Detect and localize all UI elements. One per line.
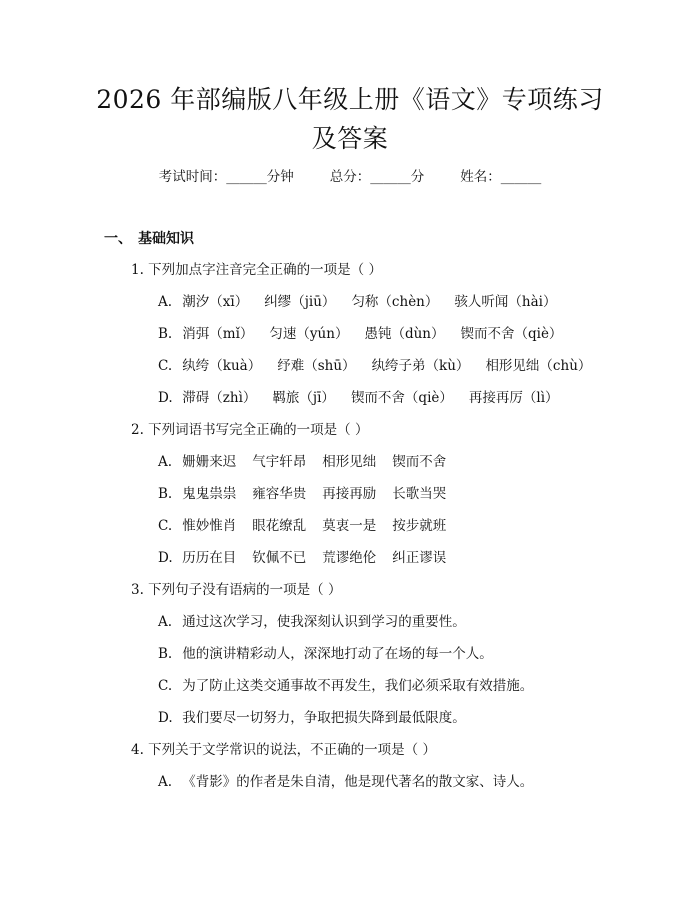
option-item: 莫衷一是 bbox=[322, 518, 377, 534]
option-letter: D. bbox=[158, 710, 173, 726]
option-letter: D. bbox=[158, 390, 173, 406]
option-item: 纨绔（kuà） bbox=[182, 358, 262, 374]
option-item: 气宇轩昂 bbox=[252, 454, 307, 470]
option-letter: B. bbox=[158, 646, 173, 662]
option-item: 相形见绌（chù） bbox=[485, 358, 592, 374]
option-item: 愚钝（dùn） bbox=[364, 326, 445, 342]
option-item: 纨绔子弟（kù） bbox=[371, 358, 470, 374]
answer-option bbox=[158, 356, 591, 376]
answer-option bbox=[158, 452, 446, 472]
answer-option bbox=[158, 772, 533, 792]
option-letter: A. bbox=[158, 774, 173, 790]
option-letter: A. bbox=[158, 454, 173, 470]
option-item: 纾难（shū） bbox=[277, 358, 356, 374]
option-item: 锲而不舍（qiè） bbox=[350, 390, 453, 406]
option-item: 为了防止这类交通事故不再发生，我们必须采取有效措施。 bbox=[182, 678, 534, 694]
option-item: 荒谬绝伦 bbox=[322, 550, 377, 566]
answer-option bbox=[158, 324, 562, 344]
option-item: 按步就班 bbox=[392, 518, 447, 534]
answer-option bbox=[158, 644, 493, 664]
question-stem: 1. 下列加点字注音完全正确的一项是（ ） bbox=[131, 262, 382, 278]
answer-option bbox=[158, 484, 446, 504]
option-item: 纠正谬误 bbox=[392, 550, 447, 566]
option-item: 滞碍（zhì） bbox=[182, 390, 257, 406]
answer-option bbox=[158, 292, 556, 312]
option-item: 再接再励 bbox=[322, 486, 377, 502]
option-item: 羁旅（jī） bbox=[272, 390, 335, 406]
section-title: 基础知识 bbox=[138, 231, 194, 247]
answer-option bbox=[158, 388, 559, 408]
student-name-field: 姓名：______ bbox=[460, 169, 542, 185]
option-item: 锲而不舍 bbox=[392, 454, 447, 470]
option-item: 纠缪（jiū） bbox=[264, 294, 336, 310]
option-letter: B. bbox=[158, 326, 173, 342]
exam-time-field: 考试时间：______分钟 bbox=[158, 169, 294, 185]
option-item: 消弭（mǐ） bbox=[182, 326, 254, 342]
option-item: 我们要尽一切努力，争取把损失降到最低限度。 bbox=[182, 710, 466, 726]
option-item: 姗姗来迟 bbox=[182, 454, 237, 470]
page-title: 2026 年部编版八年级上册《语文》专项练习 bbox=[96, 85, 604, 114]
option-item: 钦佩不已 bbox=[252, 550, 307, 566]
option-item: 雍容华贵 bbox=[252, 486, 307, 502]
option-item: 潮汐（xī） bbox=[182, 294, 249, 310]
option-letter: D. bbox=[158, 550, 173, 566]
option-item: 《背影》的作者是朱自清，他是现代著名的散文家、诗人。 bbox=[182, 774, 534, 790]
section-number: 一、 bbox=[104, 231, 132, 247]
option-letter: C. bbox=[158, 678, 173, 694]
option-item: 鬼鬼祟祟 bbox=[182, 486, 237, 502]
answer-option bbox=[158, 516, 446, 536]
option-item: 眼花缭乱 bbox=[252, 518, 307, 534]
option-item: 匀速（yún） bbox=[269, 326, 349, 342]
answer-option bbox=[158, 708, 466, 728]
option-item: 惟妙惟肖 bbox=[182, 518, 237, 534]
option-item: 他的演讲精彩动人，深深地打动了在场的每一个人。 bbox=[182, 646, 493, 662]
option-letter: B. bbox=[158, 486, 173, 502]
option-item: 相形见绌 bbox=[322, 454, 377, 470]
option-item: 再接再厉（lì） bbox=[468, 390, 559, 406]
section-heading bbox=[104, 229, 194, 249]
option-item: 匀称（chèn） bbox=[351, 294, 439, 310]
question-stem: 3. 下列句子没有语病的一项是（ ） bbox=[131, 582, 342, 598]
option-letter: A. bbox=[158, 614, 173, 630]
answer-option bbox=[158, 612, 466, 632]
option-item: 通过这次学习，使我深刻认识到学习的重要性。 bbox=[182, 614, 466, 630]
answer-option bbox=[158, 676, 533, 696]
question-stem: 2. 下列词语书写完全正确的一项是（ ） bbox=[131, 422, 369, 438]
exam-info bbox=[0, 167, 700, 187]
option-letter: C. bbox=[158, 358, 173, 374]
option-item: 长歌当哭 bbox=[392, 486, 447, 502]
option-item: 历历在目 bbox=[182, 550, 237, 566]
option-letter: A. bbox=[158, 294, 173, 310]
total-score-field: 总分：______分 bbox=[329, 169, 425, 185]
option-letter: C. bbox=[158, 518, 173, 534]
answer-option bbox=[158, 548, 446, 568]
option-item: 骇人听闻（hài） bbox=[454, 294, 557, 310]
question-stem: 4. 下列关于文学常识的说法，不正确的一项是（ ） bbox=[131, 742, 436, 758]
page-title-continued: 及答案 bbox=[311, 124, 389, 153]
option-item: 锲而不舍（qiè） bbox=[460, 326, 563, 342]
